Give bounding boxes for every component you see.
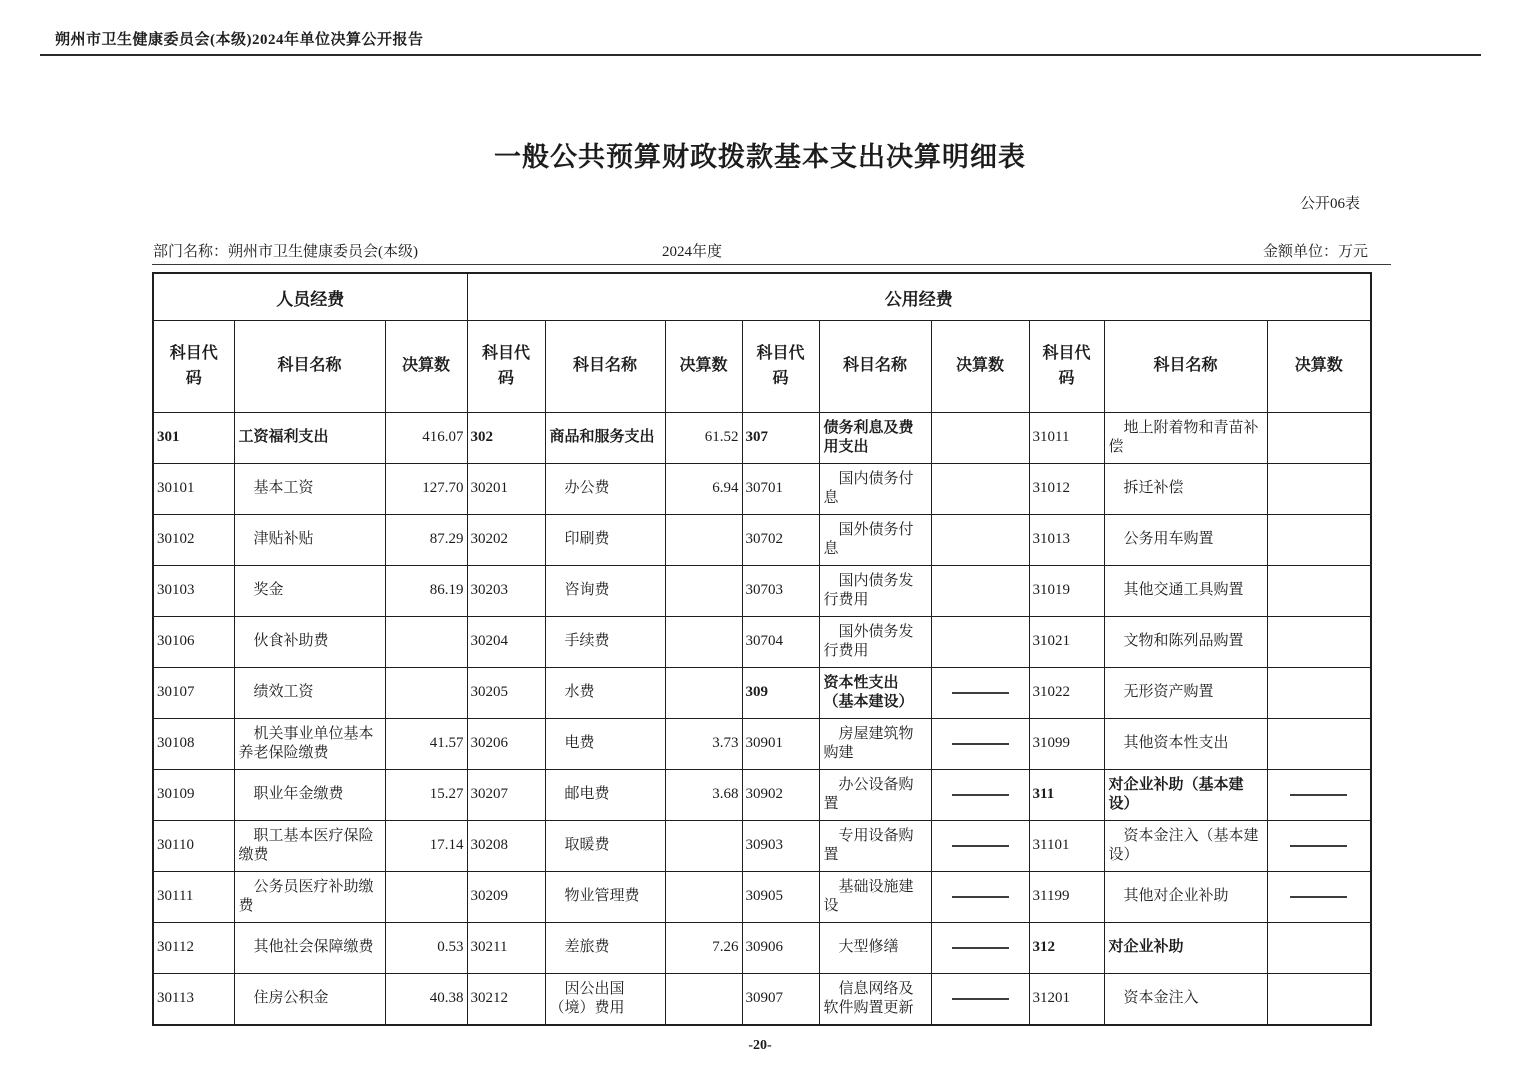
subject-name-cell: 债务利息及费用支出	[819, 413, 931, 464]
form-number-label: 公开06表	[1299, 196, 1360, 212]
subject-code-cell: 30103	[153, 566, 234, 617]
table-row	[153, 515, 1371, 566]
amount-cell	[665, 515, 742, 566]
subject-name-cell: 邮电费	[545, 770, 665, 821]
col-header-amount: 决算数	[931, 321, 1029, 413]
subject-name-cell: 咨询费	[545, 566, 665, 617]
subject-name-cell: 其他社会保障缴费	[234, 923, 385, 974]
table-row	[153, 668, 1371, 719]
group-header-personnel: 人员经费	[153, 273, 467, 321]
subject-code-cell: 31013	[1029, 515, 1104, 566]
subject-name-cell: 伙食补助费	[234, 617, 385, 668]
subject-name-cell: 职工基本医疗保险缴费	[234, 821, 385, 872]
amount-cell	[1267, 770, 1371, 821]
subject-code-cell: 30209	[467, 872, 545, 923]
amount-cell: 3.68	[665, 770, 742, 821]
column-header-row	[153, 321, 1371, 413]
subject-code-cell: 31022	[1029, 668, 1104, 719]
subject-code-cell: 30906	[742, 923, 819, 974]
subject-code-cell: 31012	[1029, 464, 1104, 515]
subject-name-cell: 对企业补助	[1104, 923, 1267, 974]
amount-cell: 6.94	[665, 464, 742, 515]
amount-cell: 40.38	[385, 974, 467, 1026]
subject-code-cell: 30704	[742, 617, 819, 668]
subject-code-cell: 31201	[1029, 974, 1104, 1026]
subject-name-cell: 无形资产购置	[1104, 668, 1267, 719]
subject-code-cell: 30203	[467, 566, 545, 617]
col-header-amount: 决算数	[665, 321, 742, 413]
subject-code-cell: 30113	[153, 974, 234, 1026]
amount-cell	[931, 719, 1029, 770]
group-header-public: 公用经费	[467, 273, 1371, 321]
col-header-amount: 决算数	[1267, 321, 1371, 413]
subject-name-cell: 其他资本性支出	[1104, 719, 1267, 770]
budget-table	[152, 272, 1372, 1026]
dash-placeholder	[952, 896, 1009, 898]
amount-cell	[665, 974, 742, 1026]
subject-code-cell: 30902	[742, 770, 819, 821]
subject-name-cell: 物业管理费	[545, 872, 665, 923]
amount-cell	[931, 617, 1029, 668]
amount-cell	[931, 566, 1029, 617]
amount-cell	[1267, 923, 1371, 974]
subject-code-cell: 30212	[467, 974, 545, 1026]
amount-cell	[1267, 566, 1371, 617]
subject-name-cell: 奖金	[234, 566, 385, 617]
subject-name-cell: 资本金注入（基本建设）	[1104, 821, 1267, 872]
subject-code-cell: 31021	[1029, 617, 1104, 668]
subject-code-cell: 30905	[742, 872, 819, 923]
amount-cell	[665, 668, 742, 719]
amount-cell	[931, 872, 1029, 923]
amount-cell	[931, 464, 1029, 515]
amount-cell	[1267, 821, 1371, 872]
subject-name-cell: 国内债务发行费用	[819, 566, 931, 617]
table-row	[153, 821, 1371, 872]
amount-cell	[1267, 413, 1371, 464]
subject-code-cell: 30111	[153, 872, 234, 923]
amount-cell	[931, 821, 1029, 872]
subject-name-cell: 其他对企业补助	[1104, 872, 1267, 923]
subject-name-cell: 其他交通工具购置	[1104, 566, 1267, 617]
amount-cell	[385, 617, 467, 668]
subject-code-cell: 30201	[467, 464, 545, 515]
subject-name-cell: 津贴补贴	[234, 515, 385, 566]
department-name: 部门名称：朔州市卫生健康委员会(本级)	[153, 244, 418, 260]
amount-cell	[1267, 515, 1371, 566]
subject-code-cell: 302	[467, 413, 545, 464]
subject-code-cell: 30211	[467, 923, 545, 974]
table-row	[153, 770, 1371, 821]
subject-code-cell: 30204	[467, 617, 545, 668]
table-row	[153, 719, 1371, 770]
subject-code-cell: 30208	[467, 821, 545, 872]
amount-cell	[665, 566, 742, 617]
amount-cell	[1267, 872, 1371, 923]
amount-cell: 0.53	[385, 923, 467, 974]
dash-placeholder	[952, 794, 1009, 796]
subject-code-cell: 30106	[153, 617, 234, 668]
subject-code-cell: 30702	[742, 515, 819, 566]
dash-placeholder	[1290, 794, 1347, 796]
subject-code-cell: 30108	[153, 719, 234, 770]
subject-name-cell: 地上附着物和青苗补偿	[1104, 413, 1267, 464]
subject-name-cell: 职业年金缴费	[234, 770, 385, 821]
dash-placeholder	[952, 998, 1009, 1000]
fiscal-year: 2024年度	[662, 244, 723, 260]
amount-cell	[931, 974, 1029, 1026]
subject-name-cell: 公务员医疗补助缴费	[234, 872, 385, 923]
col-header-name: 科目名称	[545, 321, 665, 413]
amount-cell: 86.19	[385, 566, 467, 617]
subject-code-cell: 307	[742, 413, 819, 464]
table-row	[153, 974, 1371, 1026]
subject-code-cell: 30109	[153, 770, 234, 821]
subject-code-cell: 30205	[467, 668, 545, 719]
subject-name-cell: 国外债务付息	[819, 515, 931, 566]
amount-cell: 41.57	[385, 719, 467, 770]
subject-name-cell: 绩效工资	[234, 668, 385, 719]
amount-cell	[385, 668, 467, 719]
subject-code-cell: 30901	[742, 719, 819, 770]
subject-name-cell: 办公费	[545, 464, 665, 515]
subject-code-cell: 30206	[467, 719, 545, 770]
subject-name-cell: 商品和服务支出	[545, 413, 665, 464]
table-body	[153, 413, 1371, 1026]
subject-name-cell: 机关事业单位基本养老保险缴费	[234, 719, 385, 770]
subject-name-cell: 资本性支出（基本建设）	[819, 668, 931, 719]
subject-name-cell: 基础设施建设	[819, 872, 931, 923]
amount-cell	[931, 668, 1029, 719]
amount-cell	[1267, 974, 1371, 1026]
amount-cell	[1267, 668, 1371, 719]
report-header: 朔州市卫生健康委员会(本级)2024年单位决算公开报告	[55, 32, 424, 48]
subject-code-cell: 31199	[1029, 872, 1104, 923]
subject-name-cell: 手续费	[545, 617, 665, 668]
subject-name-cell: 办公设备购置	[819, 770, 931, 821]
subject-code-cell: 30701	[742, 464, 819, 515]
subject-name-cell: 拆迁补偿	[1104, 464, 1267, 515]
amount-cell	[1267, 719, 1371, 770]
subject-name-cell: 对企业补助（基本建设）	[1104, 770, 1267, 821]
subject-name-cell: 工资福利支出	[234, 413, 385, 464]
subject-code-cell: 301	[153, 413, 234, 464]
dash-placeholder	[952, 947, 1009, 949]
col-header-code: 科目代码	[1029, 321, 1104, 413]
subject-code-cell: 30202	[467, 515, 545, 566]
col-header-code: 科目代码	[742, 321, 819, 413]
subject-code-cell: 30112	[153, 923, 234, 974]
subject-name-cell: 基本工资	[234, 464, 385, 515]
subject-code-cell: 30110	[153, 821, 234, 872]
table-row	[153, 617, 1371, 668]
meta-divider	[152, 264, 1391, 265]
subject-name-cell: 文物和陈列品购置	[1104, 617, 1267, 668]
subject-code-cell: 30703	[742, 566, 819, 617]
subject-code-cell: 30903	[742, 821, 819, 872]
dash-placeholder	[952, 692, 1009, 694]
amount-cell: 3.73	[665, 719, 742, 770]
subject-name-cell: 取暖费	[545, 821, 665, 872]
amount-cell: 416.07	[385, 413, 467, 464]
table-row	[153, 413, 1371, 464]
amount-cell: 15.27	[385, 770, 467, 821]
subject-name-cell: 差旅费	[545, 923, 665, 974]
table-row	[153, 464, 1371, 515]
subject-code-cell: 30102	[153, 515, 234, 566]
subject-code-cell: 31099	[1029, 719, 1104, 770]
subject-code-cell: 31019	[1029, 566, 1104, 617]
subject-code-cell: 30107	[153, 668, 234, 719]
subject-name-cell: 住房公积金	[234, 974, 385, 1026]
page-number: -20-	[748, 1038, 772, 1053]
amount-cell	[665, 872, 742, 923]
amount-cell: 87.29	[385, 515, 467, 566]
subject-name-cell: 大型修缮	[819, 923, 931, 974]
amount-cell	[1267, 464, 1371, 515]
col-header-name: 科目名称	[234, 321, 385, 413]
dash-placeholder	[952, 743, 1009, 745]
subject-name-cell: 印刷费	[545, 515, 665, 566]
subject-name-cell: 专用设备购置	[819, 821, 931, 872]
subject-name-cell: 公务用车购置	[1104, 515, 1267, 566]
amount-cell	[931, 770, 1029, 821]
amount-cell	[1267, 617, 1371, 668]
subject-name-cell: 电费	[545, 719, 665, 770]
page-title: 一般公共预算财政拨款基本支出决算明细表	[494, 142, 1026, 172]
amount-unit: 金额单位：万元	[1262, 244, 1368, 260]
dash-placeholder	[952, 845, 1009, 847]
amount-cell	[665, 821, 742, 872]
subject-name-cell: 水费	[545, 668, 665, 719]
subject-code-cell: 30101	[153, 464, 234, 515]
col-header-amount: 决算数	[385, 321, 467, 413]
col-header-name: 科目名称	[819, 321, 931, 413]
amount-cell	[385, 872, 467, 923]
amount-cell	[931, 923, 1029, 974]
subject-name-cell: 资本金注入	[1104, 974, 1267, 1026]
amount-cell: 61.52	[665, 413, 742, 464]
amount-cell: 7.26	[665, 923, 742, 974]
subject-name-cell: 国内债务付息	[819, 464, 931, 515]
subject-code-cell: 30907	[742, 974, 819, 1026]
dash-placeholder	[1290, 845, 1347, 847]
subject-code-cell: 309	[742, 668, 819, 719]
subject-code-cell: 311	[1029, 770, 1104, 821]
subject-code-cell: 31011	[1029, 413, 1104, 464]
group-header-row	[153, 273, 1371, 321]
header-divider	[40, 54, 1481, 56]
col-header-code: 科目代码	[153, 321, 234, 413]
subject-name-cell: 房屋建筑物购建	[819, 719, 931, 770]
subject-code-cell: 31101	[1029, 821, 1104, 872]
amount-cell	[665, 617, 742, 668]
dash-placeholder	[1290, 896, 1347, 898]
col-header-name: 科目名称	[1104, 321, 1267, 413]
amount-cell: 17.14	[385, 821, 467, 872]
table-row	[153, 872, 1371, 923]
subject-code-cell: 312	[1029, 923, 1104, 974]
amount-cell	[931, 515, 1029, 566]
table-row	[153, 566, 1371, 617]
subject-code-cell: 30207	[467, 770, 545, 821]
amount-cell: 127.70	[385, 464, 467, 515]
amount-cell	[931, 413, 1029, 464]
subject-name-cell: 因公出国（境）费用	[545, 974, 665, 1026]
col-header-code: 科目代码	[467, 321, 545, 413]
subject-name-cell: 国外债务发行费用	[819, 617, 931, 668]
table-row	[153, 923, 1371, 974]
subject-name-cell: 信息网络及软件购置更新	[819, 974, 931, 1026]
